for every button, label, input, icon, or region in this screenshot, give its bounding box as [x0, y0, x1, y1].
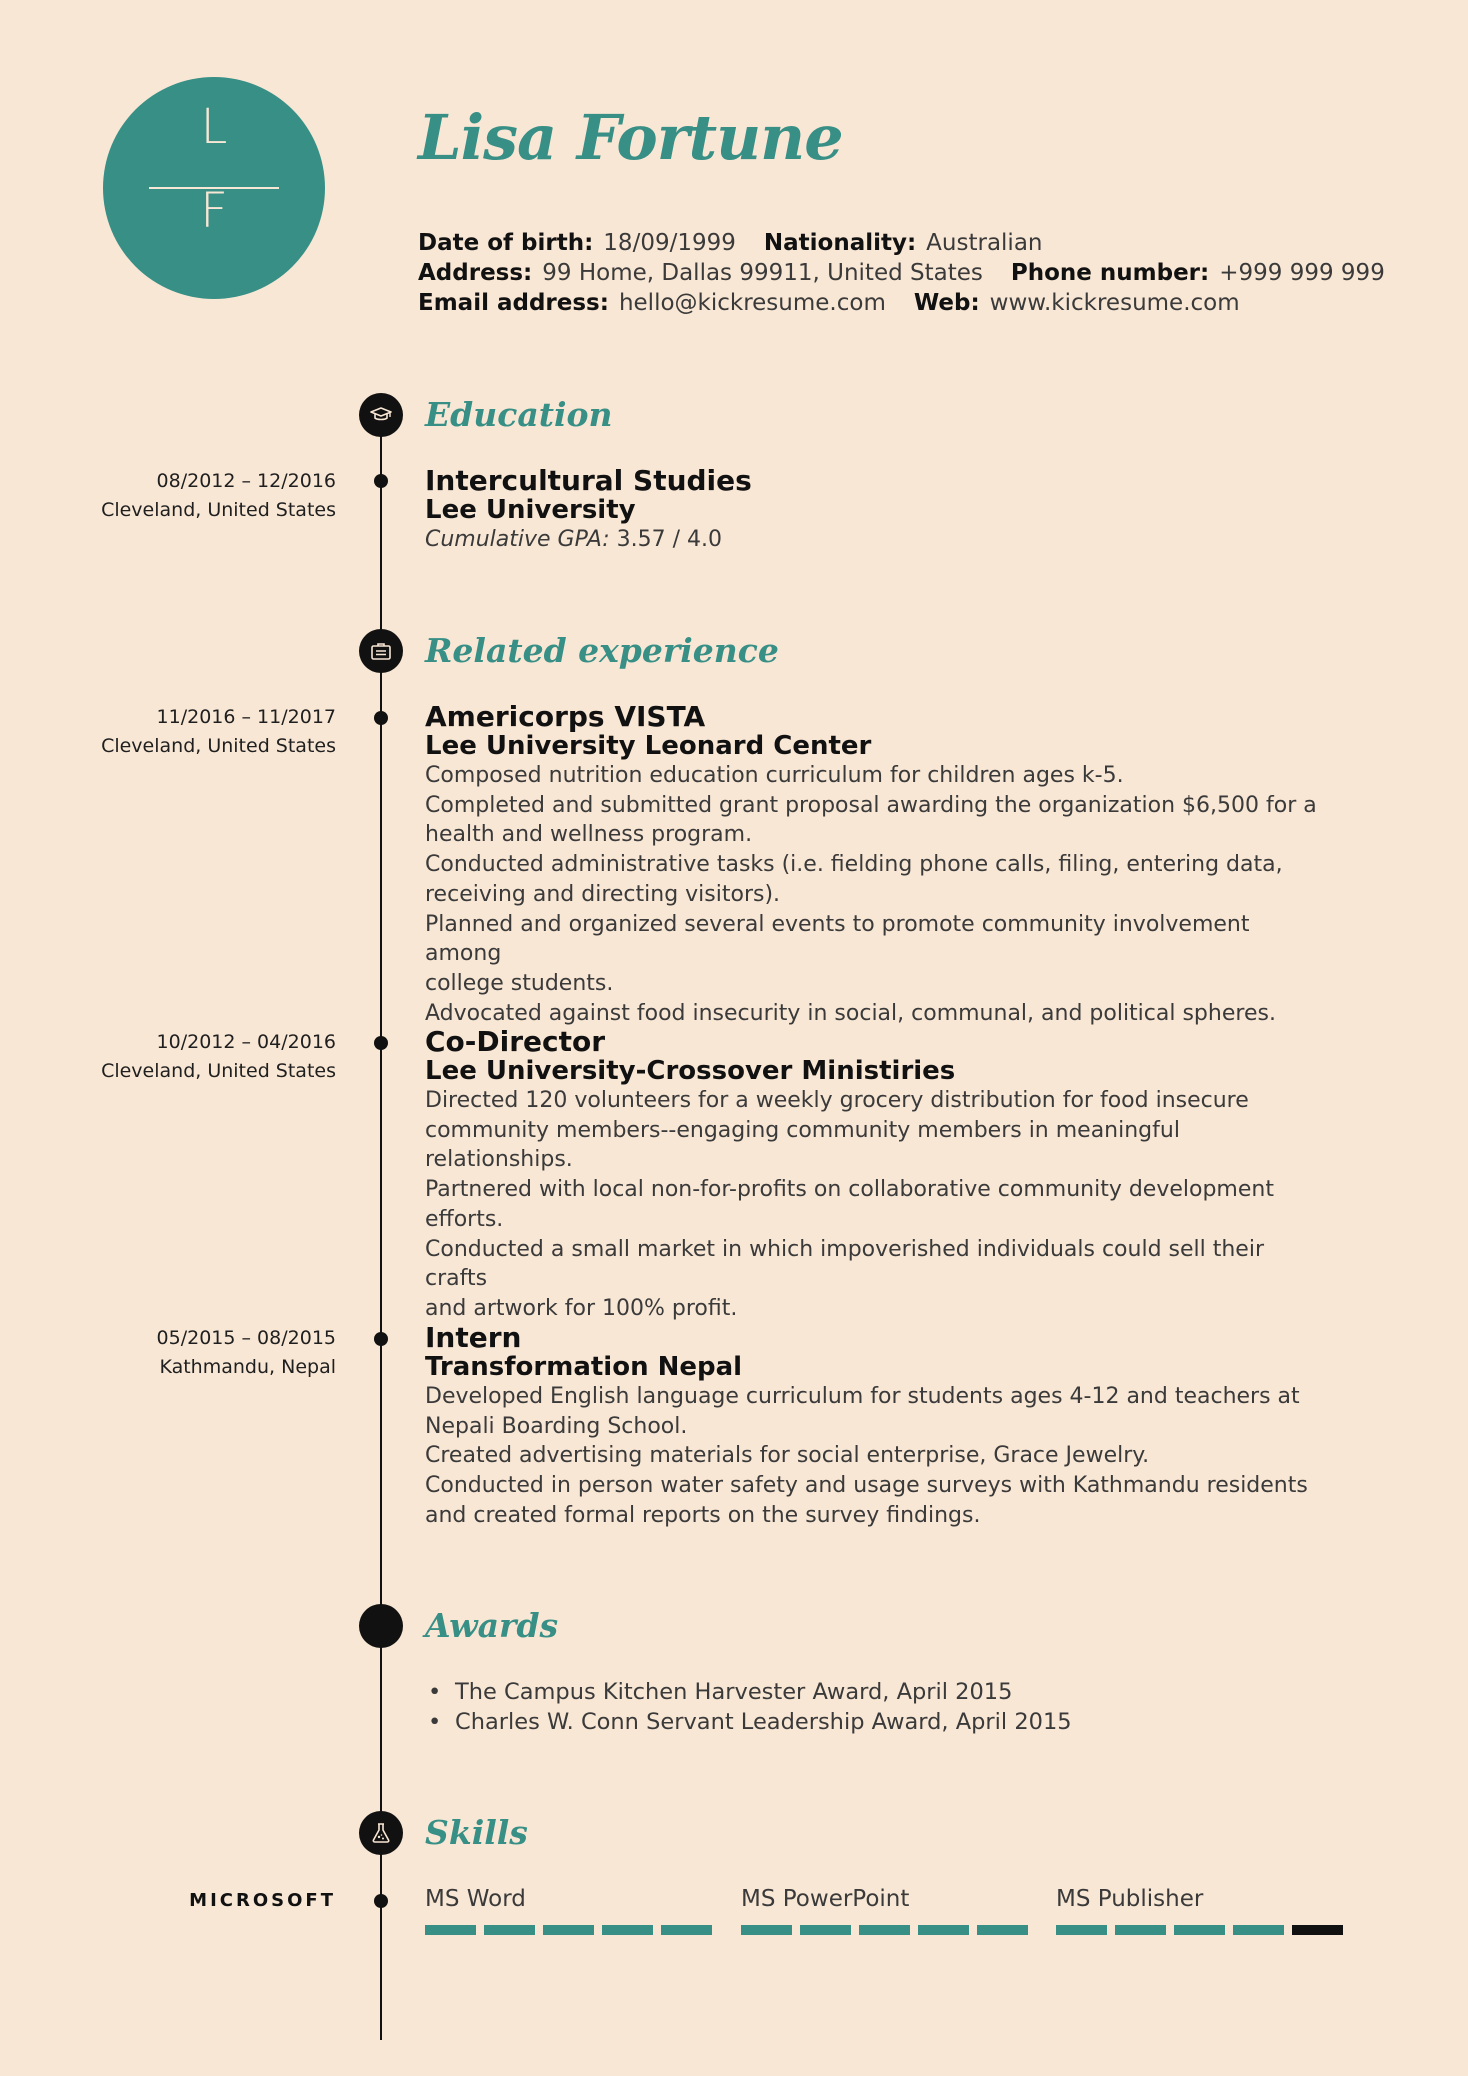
info-row-2 [418, 258, 1385, 288]
job-description [425, 1382, 1325, 1531]
gpa-value: 3.57 / 4.0 [609, 527, 723, 552]
job-org: Lee University Leonard Center [425, 731, 872, 761]
skill-segment-filled [918, 1925, 969, 1935]
info-row-1 [418, 228, 1043, 258]
description-line: community members--engaging community members in meaningful [425, 1117, 1180, 1143]
education-date: 08/2012 – 12/2016 [156, 470, 336, 492]
description-line: and artwork for 100% profit. [425, 1295, 738, 1321]
skill-segment-filled [602, 1925, 653, 1935]
avatar [103, 77, 325, 299]
description-line: receiving and directing visitors). [425, 881, 781, 907]
degree: Intercultural Studies [425, 464, 752, 497]
skill-segment-empty [1292, 1925, 1343, 1935]
skill-name: MS Word [425, 1886, 526, 1912]
skill-segment-filled [977, 1925, 1028, 1935]
job-location: Cleveland, United States [101, 735, 336, 757]
job-entry [425, 1322, 1325, 1531]
education-entry [425, 465, 1325, 555]
section-title-experience: Related experience [425, 631, 779, 670]
job-org: Transformation Nepal [425, 1352, 743, 1382]
description-line: Created advertising materials for social enterprise, Grace Jewelry. [425, 1443, 1150, 1469]
timeline-dot [374, 1036, 388, 1050]
awards-marker [359, 1604, 403, 1648]
job-entry [425, 701, 1325, 1028]
candidate-name: Lisa Fortune [418, 101, 843, 174]
description-line: Directed 120 volunteers for a weekly grocery distribution for food insecure [425, 1088, 1249, 1113]
job-role: Americorps VISTA [425, 700, 706, 733]
job-role: Co-Director [425, 1025, 606, 1058]
dob-label: Date of birth: [418, 230, 594, 256]
skill-segment-filled [1174, 1925, 1225, 1935]
address-value: 99 Home, Dallas 99911, United States [542, 260, 983, 286]
description-line: Conducted a small market in which impoverished individuals could sell their crafts [425, 1236, 1264, 1292]
skill-level-bar [425, 1925, 715, 1935]
skill-segment-filled [661, 1925, 712, 1935]
section-title-education: Education [425, 395, 613, 434]
address-label: Address: [418, 260, 533, 286]
phone-value: +999 999 999 [1219, 260, 1385, 286]
section-title-skills: Skills [425, 1813, 528, 1852]
gpa-label: Cumulative GPA: [425, 527, 610, 552]
initial-last: F [200, 183, 228, 239]
skill-segment-filled [484, 1925, 535, 1935]
graduation-cap-icon [359, 393, 403, 437]
description-line: Planned and organized several events to promote community involvement among [425, 911, 1250, 967]
description-line: Developed English language curriculum for students ages 4-12 and teachers at [425, 1384, 1300, 1409]
awards-list [425, 1677, 1072, 1737]
phone-label: Phone number: [1010, 260, 1210, 286]
flask-icon [359, 1811, 403, 1855]
skill-segment-filled [543, 1925, 594, 1935]
job-description [425, 1086, 1325, 1324]
description-line: Conducted in person water safety and usage surveys with Kathmandu residents [425, 1473, 1308, 1499]
skill-name: MS PowerPoint [741, 1886, 910, 1912]
timeline-dot [374, 711, 388, 725]
education-location: Cleveland, United States [101, 499, 336, 521]
school: Lee University [425, 495, 636, 525]
description-line: Advocated against food insecurity in social, communal, and political spheres. [425, 1000, 1276, 1026]
nationality-label: Nationality: [763, 230, 917, 256]
web-value[interactable]: www.kickresume.com [989, 290, 1240, 316]
nationality-value: Australian [926, 230, 1043, 256]
initial-first: L [200, 99, 228, 155]
description-line: Conducted administrative tasks (i.e. fielding phone calls, filing, entering data, [425, 852, 1283, 878]
skill-level-bar [1056, 1925, 1346, 1935]
award-item: • Charles W. Conn Servant Leadership Award, April 2015 [425, 1707, 1072, 1737]
info-row-3 [418, 288, 1240, 318]
job-role: Intern [425, 1321, 522, 1354]
description-line: Partnered with local non-for-profits on collaborative community development [425, 1177, 1274, 1203]
timeline-dot [374, 474, 388, 488]
job-entry [425, 1026, 1325, 1324]
dob-value: 18/09/1999 [603, 230, 736, 256]
skill-segment-filled [1115, 1925, 1166, 1935]
skill-segment-filled [741, 1925, 792, 1935]
email-value[interactable]: hello@kickresume.com [618, 290, 886, 316]
job-date: 11/2016 – 11/2017 [156, 706, 336, 728]
description-line: Completed and submitted grant proposal awarding the organization $6,500 for a [425, 792, 1317, 818]
section-title-awards: Awards [425, 1606, 559, 1645]
timeline-dot [374, 1894, 388, 1908]
description-line: Composed nutrition education curriculum for children ages k-5. [425, 763, 1124, 788]
job-description [425, 761, 1325, 1028]
timeline-dot [374, 1332, 388, 1346]
skill-segment-filled [859, 1925, 910, 1935]
job-date: 05/2015 – 08/2015 [156, 1327, 336, 1349]
skill-segment-filled [1056, 1925, 1107, 1935]
web-label: Web: [913, 290, 980, 316]
description-line: and created formal reports on the survey findings. [425, 1502, 981, 1528]
job-org: Lee University-Crossover Ministiries [425, 1056, 956, 1086]
job-location: Kathmandu, Nepal [159, 1356, 336, 1378]
briefcase-icon [359, 629, 403, 673]
skill-category: MICROSOFT [189, 1890, 336, 1911]
award-item: • The Campus Kitchen Harvester Award, April 2015 [425, 1677, 1072, 1707]
job-date: 10/2012 – 04/2016 [156, 1031, 336, 1053]
description-line: efforts. [425, 1206, 504, 1232]
skill-name: MS Publisher [1056, 1886, 1204, 1912]
description-line: relationships. [425, 1147, 573, 1173]
skill-segment-filled [800, 1925, 851, 1935]
skill-segment-filled [1233, 1925, 1284, 1935]
skill-segment-filled [425, 1925, 476, 1935]
description-line: college students. [425, 970, 614, 996]
skill-level-bar [741, 1925, 1031, 1935]
description-line: Nepali Boarding School. [425, 1413, 688, 1439]
job-location: Cleveland, United States [101, 1060, 336, 1082]
email-label: Email address: [418, 290, 609, 316]
description-line: health and wellness program. [425, 822, 753, 848]
gpa [425, 525, 1325, 555]
